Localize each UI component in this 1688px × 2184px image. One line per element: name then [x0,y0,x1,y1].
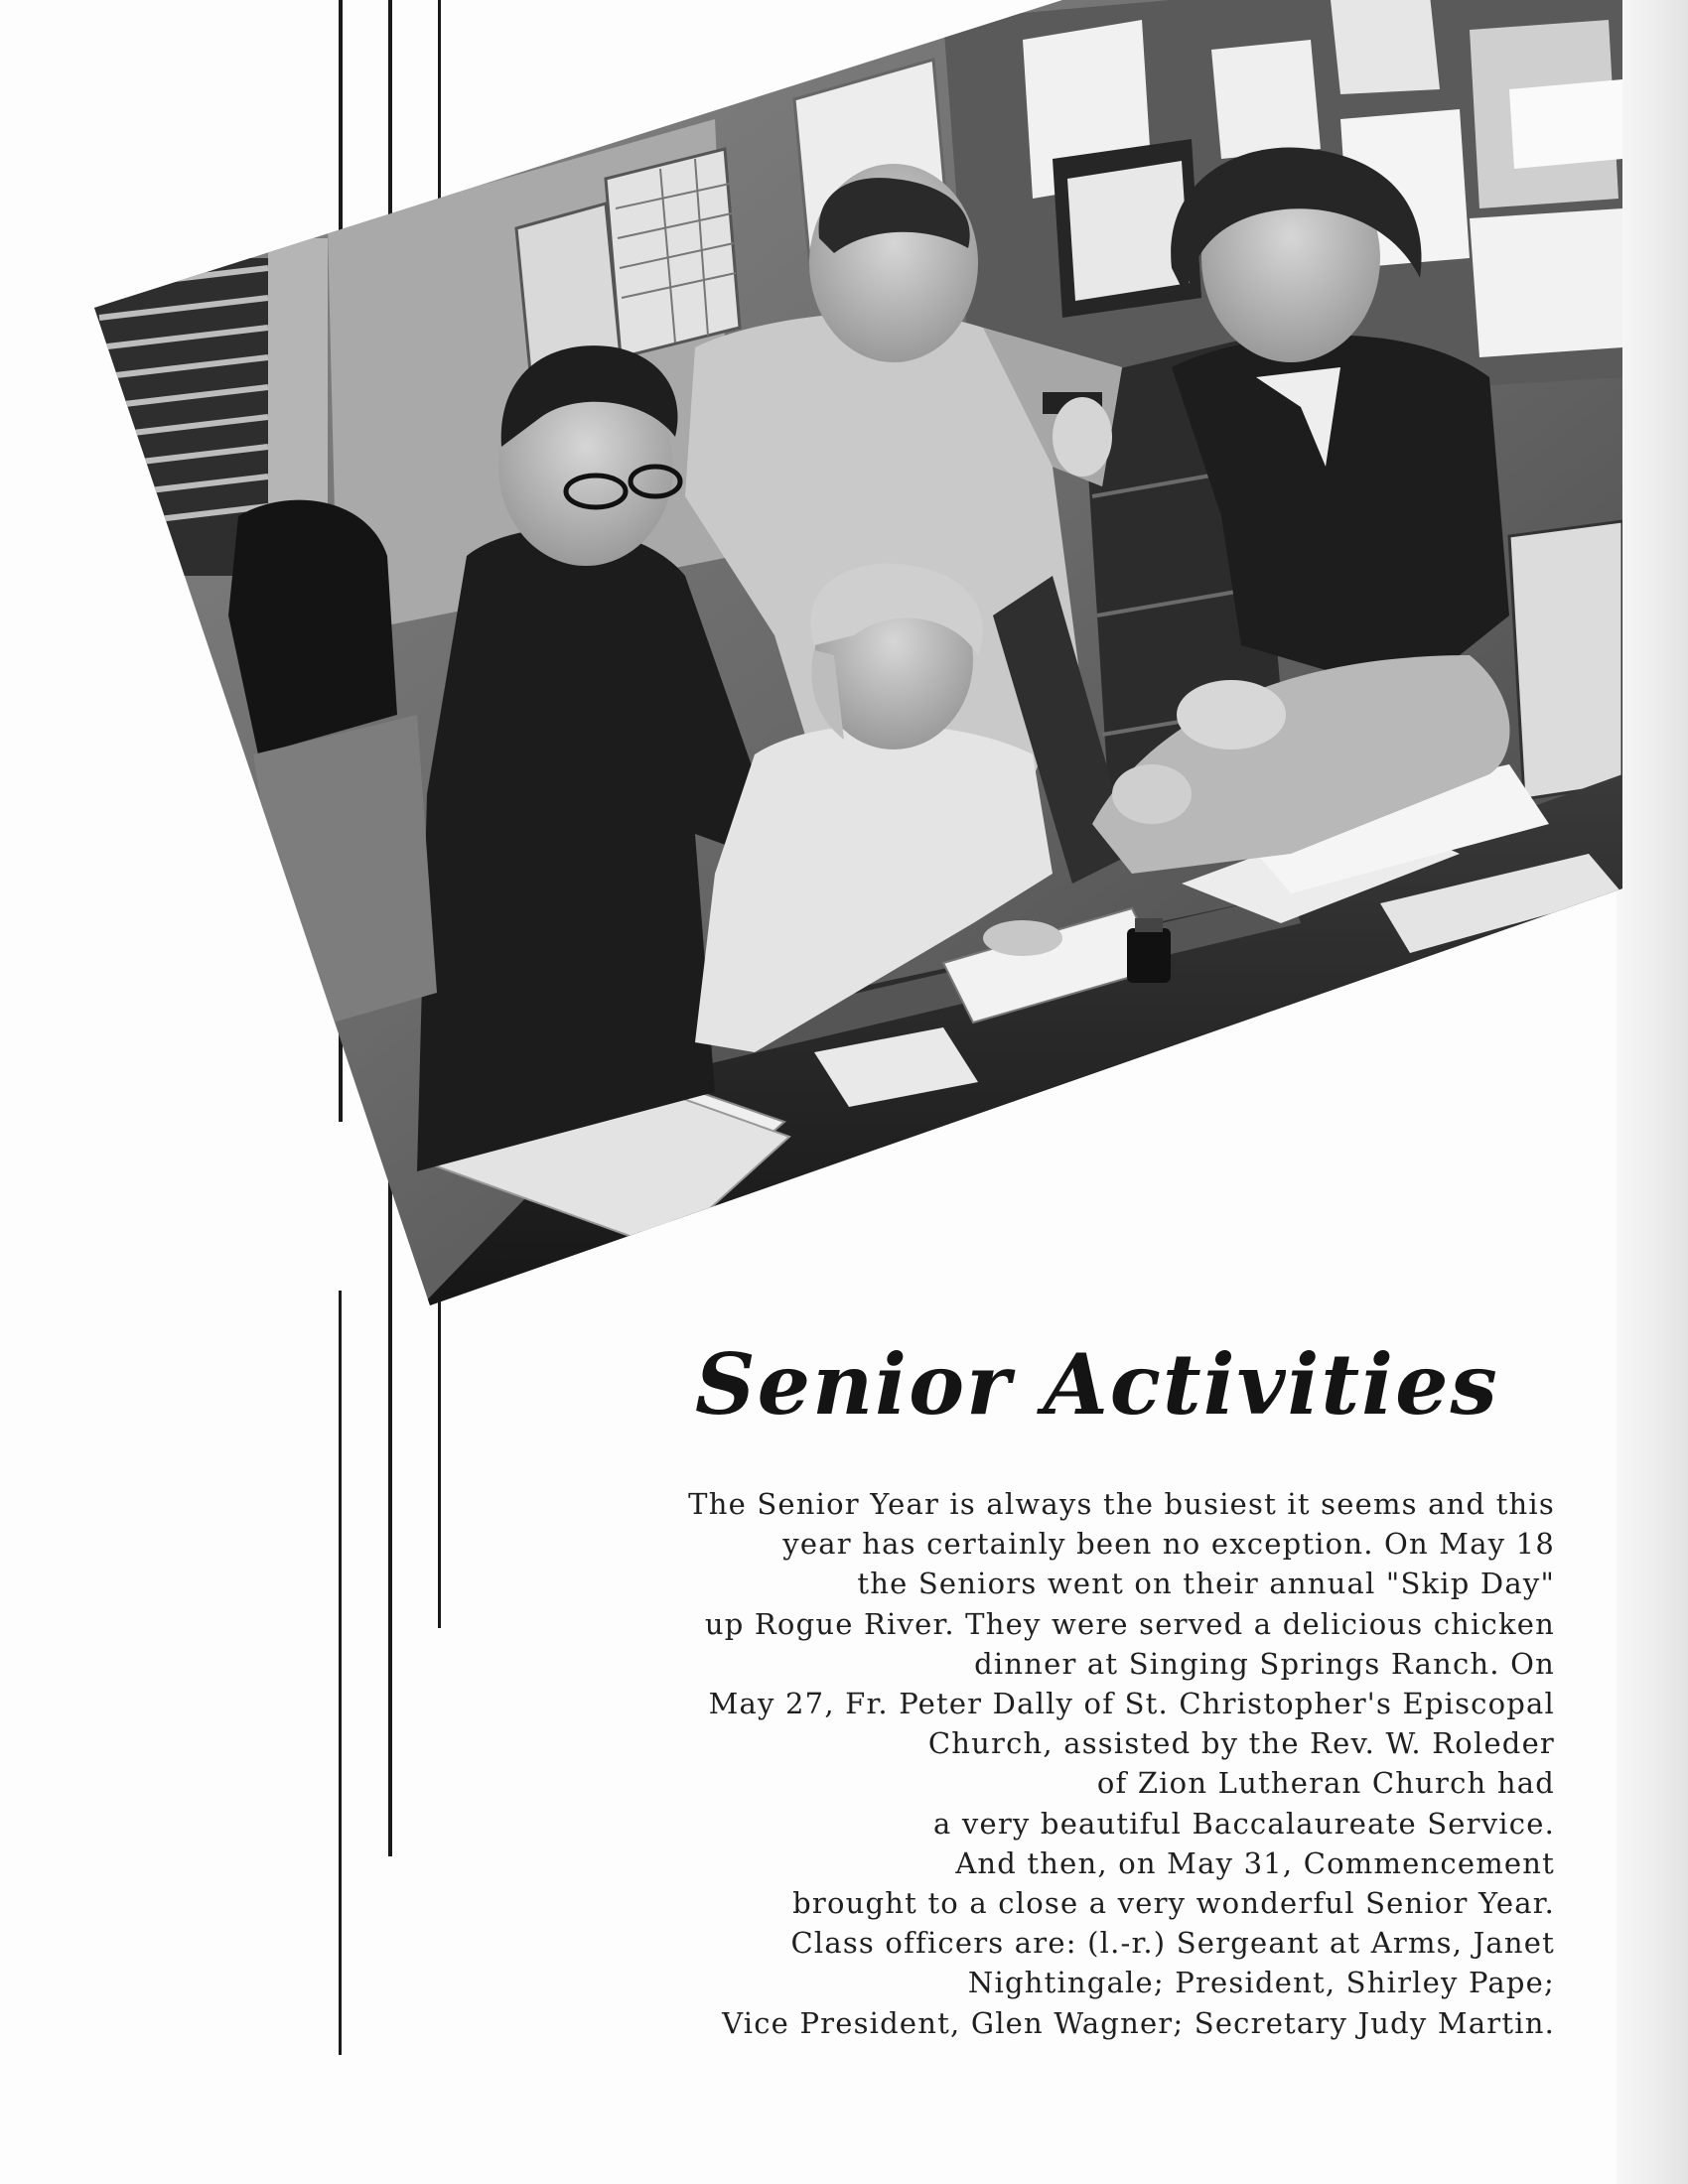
page-title: Senior Activities [695,1335,1499,1433]
paragraph-line: up Rogue River. They were served a delicious chicken [704,1606,1555,1641]
paragraph-line: And then, on May 31, Commencement [955,1845,1555,1880]
paragraph-line: The Senior Year is always the busiest it seems and this [688,1487,1555,1521]
paragraph-line: Vice President, Glen Wagner; Secretary Judy Martin. [722,2005,1555,2040]
vertical-rule-left-bottom [339,1291,342,2055]
vertical-rule-right-bottom [438,1281,441,1628]
paragraph-line: Class officers are: (l.-r.) Sergeant at Arms, Janet [790,1926,1555,1961]
paragraph-line: Church, assisted by the Rev. W. Roleder [927,1726,1555,1761]
paragraph-line: the Seniors went on their annual "Skip Day" [857,1567,1555,1601]
paragraph-line: year has certainly been no exception. On May 18 [782,1527,1555,1562]
paragraph-line: dinner at Singing Springs Ranch. On [974,1646,1555,1681]
article-paragraph [516,1484,1555,2043]
paragraph-line: May 27, Fr. Peter Dally of St. Christopher's Episcopal [708,1687,1555,1721]
paragraph-line: a very beautiful Baccalaureate Service. [933,1806,1555,1841]
paragraph-line: of Zion Lutheran Church had [1096,1766,1555,1801]
paragraph-line: Nightingale; President, Shirley Pape; [967,1966,1555,2000]
paragraph-line: brought to a close a very wonderful Senior Year. [792,1886,1555,1921]
